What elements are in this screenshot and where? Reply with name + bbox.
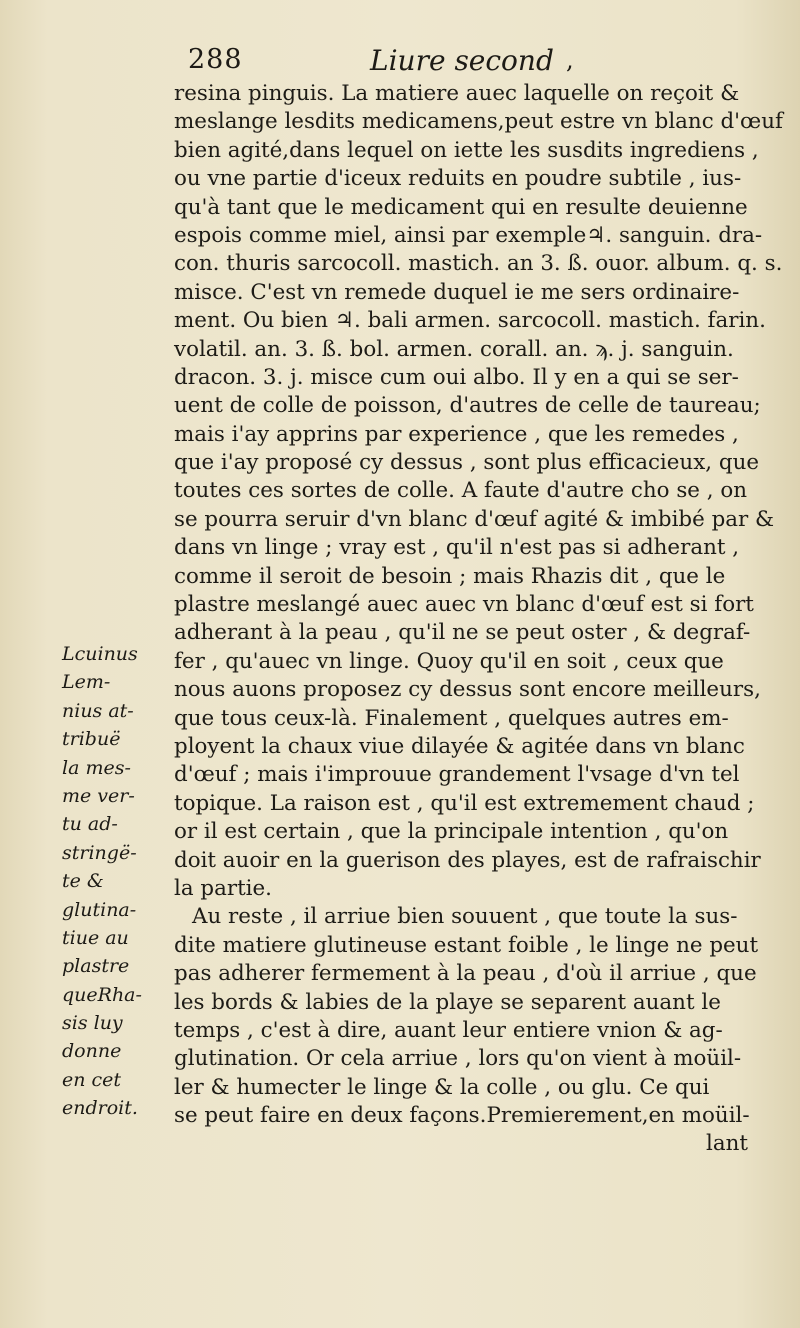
- margin-note-line: sis luy: [62, 1012, 123, 1035]
- page-number: 288: [188, 44, 243, 75]
- text-line: d'œuf ; mais i'improuue grandement l'vsage d'vn tel: [174, 762, 740, 788]
- text-line: pas adherer fermement à la peau , d'où il arriue , que: [174, 961, 757, 987]
- text-line: Au reste , il arriue bien souuent , que toute la sus-: [192, 904, 738, 930]
- text-line: glutination. Or cela arriue , lors qu'on vient à moüil-: [174, 1046, 742, 1072]
- text-line: comme il seroit de besoin ; mais Rhazis dit , que le: [174, 563, 726, 589]
- text-line: temps , c'est à dire, auant leur entiere vnion & ag-: [174, 1017, 723, 1043]
- text-line: se peut faire en deux façons.Premierement,en moüil-: [174, 1103, 750, 1129]
- running-head: Liure second: [370, 44, 554, 77]
- margin-note-line: Lem-: [62, 671, 111, 694]
- text-line: espois comme miel, ainsi par exemple♃. sanguin. dra-: [174, 222, 763, 248]
- text-line: la partie.: [174, 875, 272, 901]
- text-line: meslange lesdits medicamens,peut estre vn blanc d'œuf: [174, 109, 783, 135]
- text-line: topique. La raison est , qu'il est extremement chaud ;: [174, 790, 755, 816]
- margin-note-line: nius at-: [62, 699, 134, 722]
- text-line: qu'à tant que le medicament qui en resulte deuienne: [174, 194, 748, 220]
- margin-note-line: tiue au: [62, 926, 129, 949]
- text-line: resina pinguis. La matiere auec laquelle on reçoit &: [174, 81, 740, 106]
- page-header: [0, 44, 800, 84]
- text-line: doit auoir en la guerison des playes, est de rafraischir: [174, 847, 761, 873]
- margin-note-line: te &: [62, 870, 104, 893]
- margin-note-line: Lcuinus: [62, 643, 138, 665]
- text-line: ment. Ou bien ♃. bali armen. sarcocoll. mastich. farin.: [174, 308, 766, 334]
- text-line: ou vne partie d'iceux reduits en poudre subtile , ius-: [174, 166, 742, 192]
- text-line: uent de colle de poisson, d'autres de celle de taureau;: [174, 393, 761, 419]
- margin-note: [62, 640, 174, 1123]
- text-line: plastre meslangé auec auec vn blanc d'œuf est si fort: [174, 592, 754, 618]
- text-line: ler & humecter le linge & la colle , ou glu. Ce qui: [174, 1074, 710, 1100]
- text-line: ployent la chaux viue dilayée & agitée dans vn blanc: [174, 733, 745, 759]
- text-line: se pourra seruir d'vn blanc d'œuf agité & imbibé par &: [174, 506, 775, 532]
- text-line: con. thuris sarcocoll. mastich. an 3. ß. ouor. album. q. s.: [174, 251, 783, 277]
- margin-note-line: donne: [62, 1040, 122, 1063]
- running-head-mark: ,: [566, 46, 574, 74]
- text-line: nous auons proposez cy dessus sont encore meilleurs,: [174, 677, 761, 703]
- margin-note-line: en cet: [62, 1068, 122, 1091]
- text-line: lant: [706, 1131, 748, 1157]
- margin-note-line: la mes-: [62, 756, 131, 779]
- text-line: que tous ceux-là. Finalement , quelques autres em-: [174, 705, 729, 731]
- margin-note-line: stringë-: [62, 841, 137, 864]
- margin-note-line: tu ad-: [62, 813, 118, 836]
- text-line: fer , qu'auec vn linge. Quoy qu'il en soit , ceux que: [174, 648, 724, 674]
- text-line: volatil. an. 3. ß. bol. armen. corall. an. ϡ. j. sanguin.: [174, 336, 734, 362]
- text-line: or il est certain , que la principale intention , qu'on: [174, 819, 729, 845]
- text-line: les bords & labies de la playe se separent auant le: [174, 989, 721, 1015]
- body-text: [174, 80, 794, 1159]
- text-line: dite matiere glutineuse estant foible , le linge ne peut: [174, 932, 759, 958]
- margin-note-line: glutina-: [62, 898, 137, 921]
- margin-note-line: me ver-: [62, 784, 135, 807]
- text-line: dracon. 3. j. misce cum oui albo. Il y en a qui se ser-: [174, 364, 739, 390]
- text-line: que i'ay proposé cy dessus , sont plus efficacieux, que: [174, 450, 760, 476]
- margin-note-line: tribuë: [62, 728, 121, 751]
- text-line: toutes ces sortes de colle. A faute d'autre cho se , on: [174, 478, 748, 504]
- text-line: dans vn linge ; vray est , qu'il n'est pas si adherant ,: [174, 535, 740, 561]
- margin-note-line: plastre: [62, 955, 130, 978]
- text-line: misce. C'est vn remede duquel ie me sers ordinaire-: [174, 279, 740, 305]
- text-line: bien agité,dans lequel on iette les susdits ingrediens ,: [174, 137, 759, 163]
- margin-note-line: queRha-: [62, 983, 142, 1006]
- text-line: adherant à la peau , qu'il ne se peut oster , & degraf-: [174, 620, 751, 646]
- margin-note-line: endroit.: [62, 1097, 138, 1120]
- text-line: mais i'ay apprins par experience , que les remedes ,: [174, 421, 739, 447]
